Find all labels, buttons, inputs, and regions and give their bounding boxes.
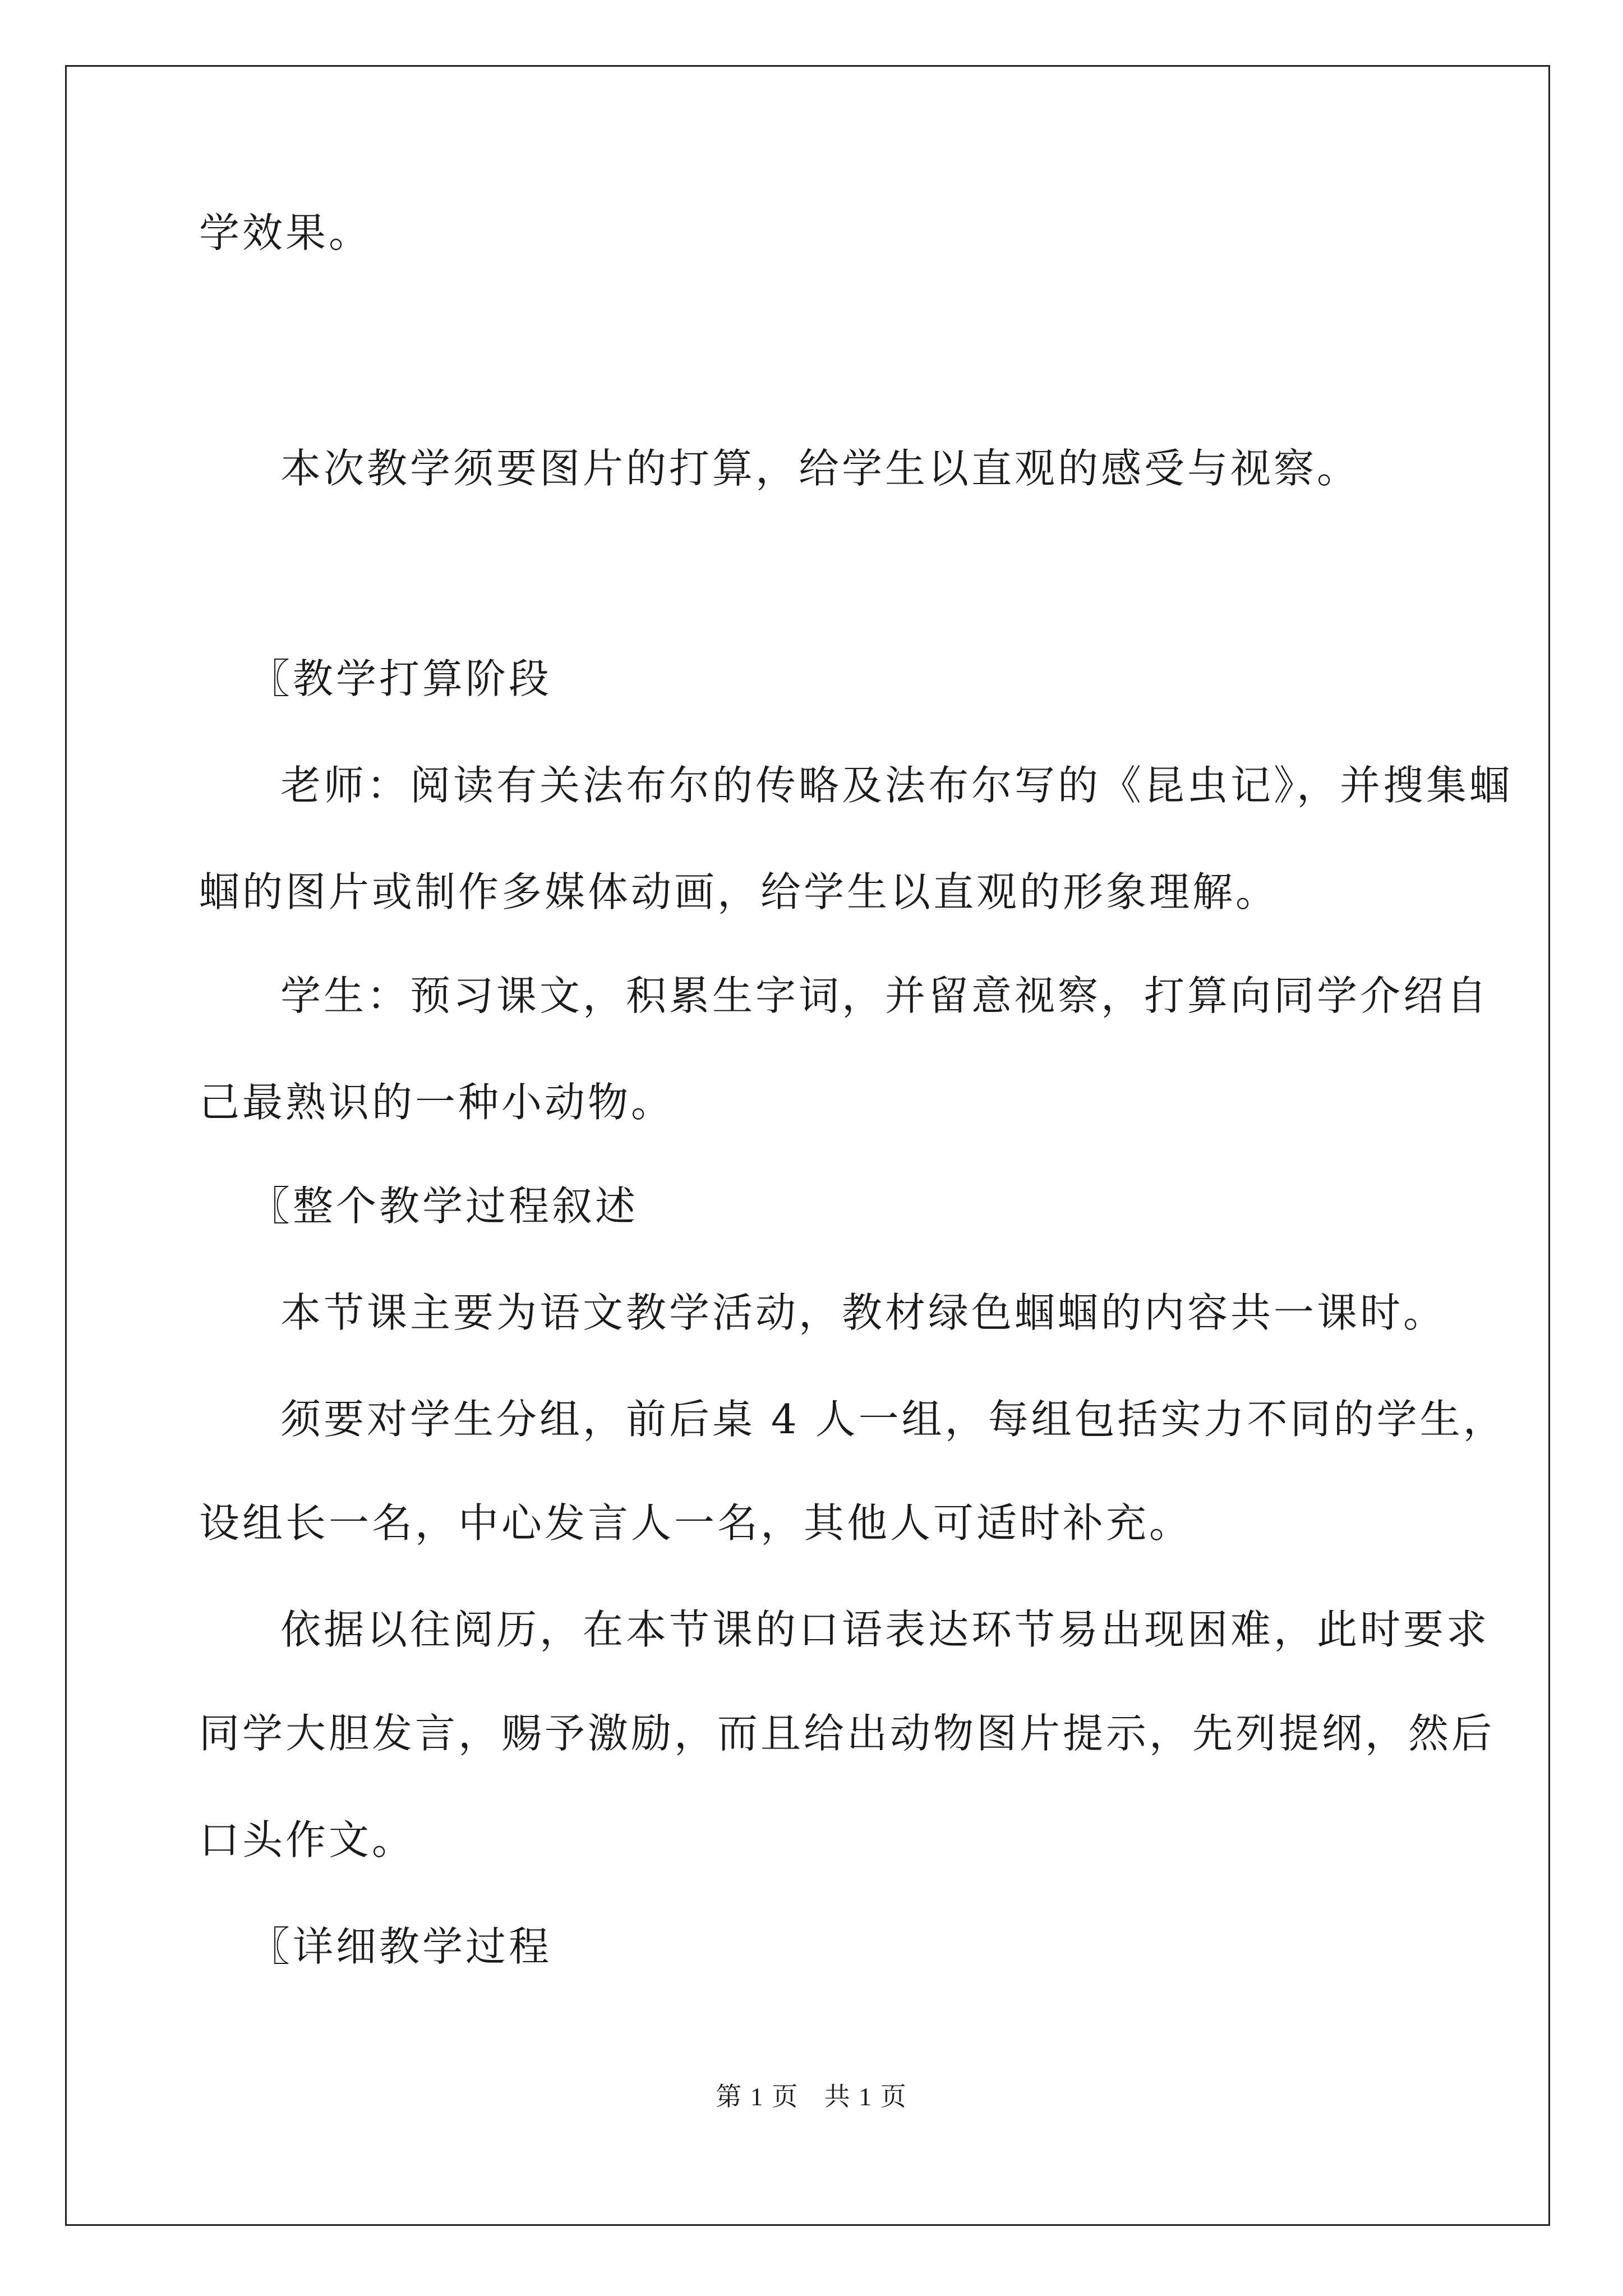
page-total: 共 1 页 [824, 2082, 907, 2111]
page-border [65, 65, 1550, 2226]
paragraph-line: 学生：预习课文，积累生字词，并留意视察，打算向同学介绍自 [280, 972, 1490, 1019]
paragraph-line: 须要对学生分组，前后桌 4 人一组，每组包括实力不同的学生， [280, 1396, 1506, 1443]
paragraph-line: 本次教学须要图片的打算，给学生以直观的感受与视察。 [280, 445, 1361, 492]
paragraph-line: 同学大胆发言，赐予激励，而且给出动物图片提示，先列提纲，然后 [199, 1710, 1495, 1757]
section-heading: 〖教学打算阶段 [250, 655, 552, 702]
paragraph-line: 设组长一名，中心发言人一名，其他人可适时补充。 [199, 1499, 1193, 1547]
paragraph-line: 己最熟识的一种小动物。 [199, 1079, 675, 1126]
section-heading: 〖整个教学过程叙述 [250, 1182, 639, 1230]
page-footer [0, 2080, 1623, 2114]
paragraph-line: 依据以往阅历，在本节课的口语表达环节易出现困难，此时要求 [280, 1606, 1490, 1653]
paragraph-line: 学效果。 [199, 209, 372, 256]
paragraph-line: 口头作文。 [199, 1816, 416, 1864]
paragraph-line: 老师：阅读有关法布尔的传略及法布尔写的《昆虫记》，并搜集蝈 [280, 762, 1513, 809]
paragraph-line: 本节课主要为语文教学活动，教材绿色蝈蝈的内容共一课时。 [280, 1289, 1447, 1336]
paragraph-line: 蝈的图片或制作多媒体动画，给学生以直观的形象理解。 [199, 868, 1279, 915]
page-number: 第 1 页 [716, 2082, 799, 2111]
section-heading: 〖详细教学过程 [250, 1923, 552, 1970]
